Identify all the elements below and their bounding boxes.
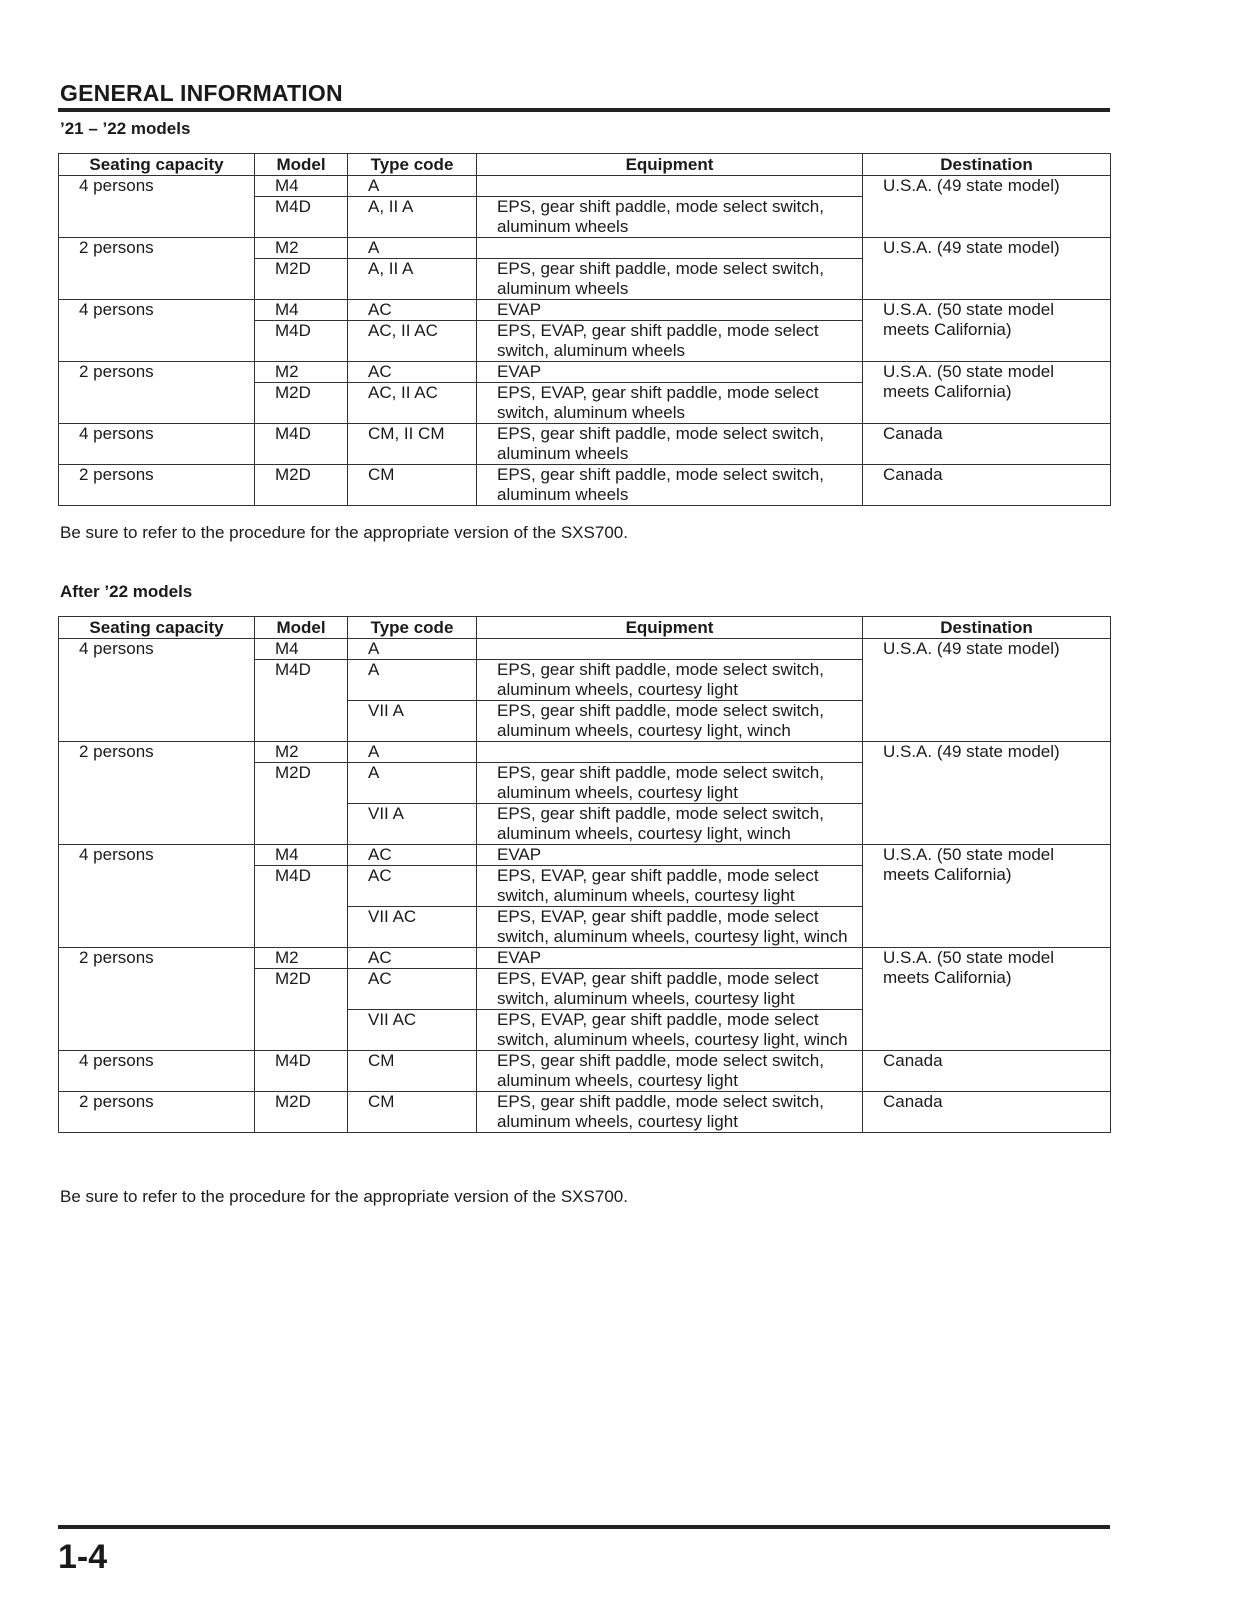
cell-seating-capacity: 2 persons [59, 742, 255, 845]
cell-equipment: EVAP [477, 300, 863, 321]
table-row [59, 362, 1111, 383]
cell-equipment: EPS, gear shift paddle, mode select switch, aluminum wheels [477, 259, 863, 300]
cell-equipment [477, 742, 863, 763]
cell-seating-capacity: 4 persons [59, 639, 255, 742]
table-row [59, 465, 1111, 506]
cell-equipment: EPS, EVAP, gear shift paddle, mode select switch, aluminum wheels [477, 321, 863, 362]
cell-seating-capacity: 4 persons [59, 1051, 255, 1092]
cell-equipment: EPS, EVAP, gear shift paddle, mode select switch, aluminum wheels, courtesy light, winch [477, 907, 863, 948]
cell-seating-capacity: 2 persons [59, 1092, 255, 1133]
cell-type-code: AC [348, 866, 477, 907]
title-rule [58, 108, 1110, 112]
cell-type-code: A [348, 238, 477, 259]
table-row [59, 742, 1111, 763]
cell-equipment: EPS, gear shift paddle, mode select switch, aluminum wheels, courtesy light [477, 1051, 863, 1092]
footer-rule [58, 1525, 1110, 1529]
cell-model: M4D [255, 1051, 348, 1092]
header-type-code: Type code [348, 154, 477, 176]
cell-type-code: AC, II AC [348, 383, 477, 424]
table-row [59, 1092, 1111, 1133]
page-title: GENERAL INFORMATION [60, 80, 343, 106]
cell-equipment [477, 176, 863, 197]
cell-equipment: EPS, gear shift paddle, mode select switch, aluminum wheels, courtesy light, winch [477, 804, 863, 845]
cell-model: M2D [255, 465, 348, 506]
cell-type-code: A [348, 660, 477, 701]
cell-model: M2 [255, 948, 348, 969]
cell-model: M4D [255, 321, 348, 362]
cell-destination: Canada [863, 1051, 1111, 1092]
cell-type-code: AC [348, 948, 477, 969]
cell-equipment: EPS, gear shift paddle, mode select switch, aluminum wheels, courtesy light [477, 763, 863, 804]
cell-seating-capacity: 4 persons [59, 845, 255, 948]
header-seating-capacity: Seating capacity [59, 154, 255, 176]
header-model: Model [255, 154, 348, 176]
table-header-row [59, 154, 1111, 176]
cell-equipment [477, 238, 863, 259]
table-row [59, 424, 1111, 465]
cell-model: M2 [255, 362, 348, 383]
cell-destination: U.S.A. (50 state model meets California) [863, 845, 1111, 948]
header-destination: Destination [863, 154, 1111, 176]
version-note: Be sure to refer to the procedure for the appropriate version of the SXS700. [60, 523, 628, 542]
cell-equipment: EPS, gear shift paddle, mode select switch, aluminum wheels [477, 465, 863, 506]
header-destination: Destination [863, 617, 1111, 639]
cell-type-code: VII AC [348, 907, 477, 948]
cell-type-code: AC [348, 300, 477, 321]
cell-destination: U.S.A. (49 state model) [863, 639, 1111, 742]
table-row [59, 300, 1111, 321]
cell-seating-capacity: 4 persons [59, 424, 255, 465]
cell-destination: U.S.A. (49 state model) [863, 742, 1111, 845]
header-equipment: Equipment [477, 154, 863, 176]
table-row [59, 845, 1111, 866]
cell-destination: Canada [863, 1092, 1111, 1133]
table-row [59, 176, 1111, 197]
cell-type-code: AC [348, 362, 477, 383]
cell-equipment: EPS, gear shift paddle, mode select switch, aluminum wheels, courtesy light, winch [477, 701, 863, 742]
cell-equipment: EVAP [477, 845, 863, 866]
header-equipment: Equipment [477, 617, 863, 639]
cell-seating-capacity: 2 persons [59, 948, 255, 1051]
cell-model: M4D [255, 424, 348, 465]
header-model: Model [255, 617, 348, 639]
cell-equipment: EPS, EVAP, gear shift paddle, mode select switch, aluminum wheels, courtesy light [477, 969, 863, 1010]
cell-destination: Canada [863, 465, 1111, 506]
table-row [59, 1051, 1111, 1092]
cell-type-code: AC [348, 969, 477, 1010]
cell-type-code: CM [348, 465, 477, 506]
cell-equipment [477, 639, 863, 660]
cell-seating-capacity: 2 persons [59, 465, 255, 506]
cell-equipment: EVAP [477, 362, 863, 383]
cell-model: M4 [255, 639, 348, 660]
cell-type-code: A [348, 742, 477, 763]
cell-model: M2 [255, 742, 348, 763]
cell-equipment: EPS, EVAP, gear shift paddle, mode select switch, aluminum wheels, courtesy light, winch [477, 1010, 863, 1051]
cell-type-code: A [348, 639, 477, 660]
cell-model: M4 [255, 176, 348, 197]
table-row [59, 948, 1111, 969]
cell-type-code: CM [348, 1092, 477, 1133]
cell-equipment: EPS, EVAP, gear shift paddle, mode select switch, aluminum wheels, courtesy light [477, 866, 863, 907]
cell-type-code: AC, II AC [348, 321, 477, 362]
cell-equipment: EPS, gear shift paddle, mode select switch, aluminum wheels, courtesy light [477, 1092, 863, 1133]
cell-type-code: CM [348, 1051, 477, 1092]
cell-model: M2D [255, 259, 348, 300]
cell-model: M4D [255, 660, 348, 742]
cell-type-code: A [348, 176, 477, 197]
cell-model: M2D [255, 763, 348, 845]
model-table-2021-2022 [58, 153, 1111, 506]
cell-destination: U.S.A. (50 state model meets California) [863, 300, 1111, 362]
cell-seating-capacity: 4 persons [59, 300, 255, 362]
section-heading-after-2022: After ’22 models [60, 582, 193, 601]
cell-destination: U.S.A. (50 state model meets California) [863, 362, 1111, 424]
cell-type-code: VII AC [348, 1010, 477, 1051]
cell-type-code: CM, II CM [348, 424, 477, 465]
cell-equipment: EPS, gear shift paddle, mode select switch, aluminum wheels [477, 197, 863, 238]
cell-destination: U.S.A. (49 state model) [863, 176, 1111, 238]
cell-seating-capacity: 2 persons [59, 362, 255, 424]
table-row [59, 639, 1111, 660]
cell-type-code: VII A [348, 701, 477, 742]
header-type-code: Type code [348, 617, 477, 639]
cell-model: M4D [255, 197, 348, 238]
cell-equipment: EPS, gear shift paddle, mode select switch, aluminum wheels [477, 424, 863, 465]
cell-destination: Canada [863, 424, 1111, 465]
cell-model: M2D [255, 383, 348, 424]
model-table-after-2022 [58, 616, 1111, 1133]
page-number: 1-4 [58, 1538, 108, 1576]
cell-destination: U.S.A. (49 state model) [863, 238, 1111, 300]
cell-type-code: A, II A [348, 197, 477, 238]
cell-seating-capacity: 2 persons [59, 238, 255, 300]
version-note: Be sure to refer to the procedure for the appropriate version of the SXS700. [60, 1187, 628, 1206]
cell-type-code: A [348, 763, 477, 804]
cell-destination: U.S.A. (50 state model meets California) [863, 948, 1111, 1051]
cell-seating-capacity: 4 persons [59, 176, 255, 238]
cell-model: M2D [255, 1092, 348, 1133]
table-header-row [59, 617, 1111, 639]
cell-equipment: EVAP [477, 948, 863, 969]
cell-equipment: EPS, gear shift paddle, mode select switch, aluminum wheels, courtesy light [477, 660, 863, 701]
section-heading-2021-2022: ’21 – ’22 models [60, 119, 191, 138]
cell-type-code: VII A [348, 804, 477, 845]
cell-model: M2 [255, 238, 348, 259]
cell-model: M2D [255, 969, 348, 1051]
table-row [59, 238, 1111, 259]
cell-model: M4D [255, 866, 348, 948]
cell-model: M4 [255, 300, 348, 321]
header-seating-capacity: Seating capacity [59, 617, 255, 639]
cell-type-code: A, II A [348, 259, 477, 300]
cell-type-code: AC [348, 845, 477, 866]
cell-model: M4 [255, 845, 348, 866]
cell-equipment: EPS, EVAP, gear shift paddle, mode select switch, aluminum wheels [477, 383, 863, 424]
